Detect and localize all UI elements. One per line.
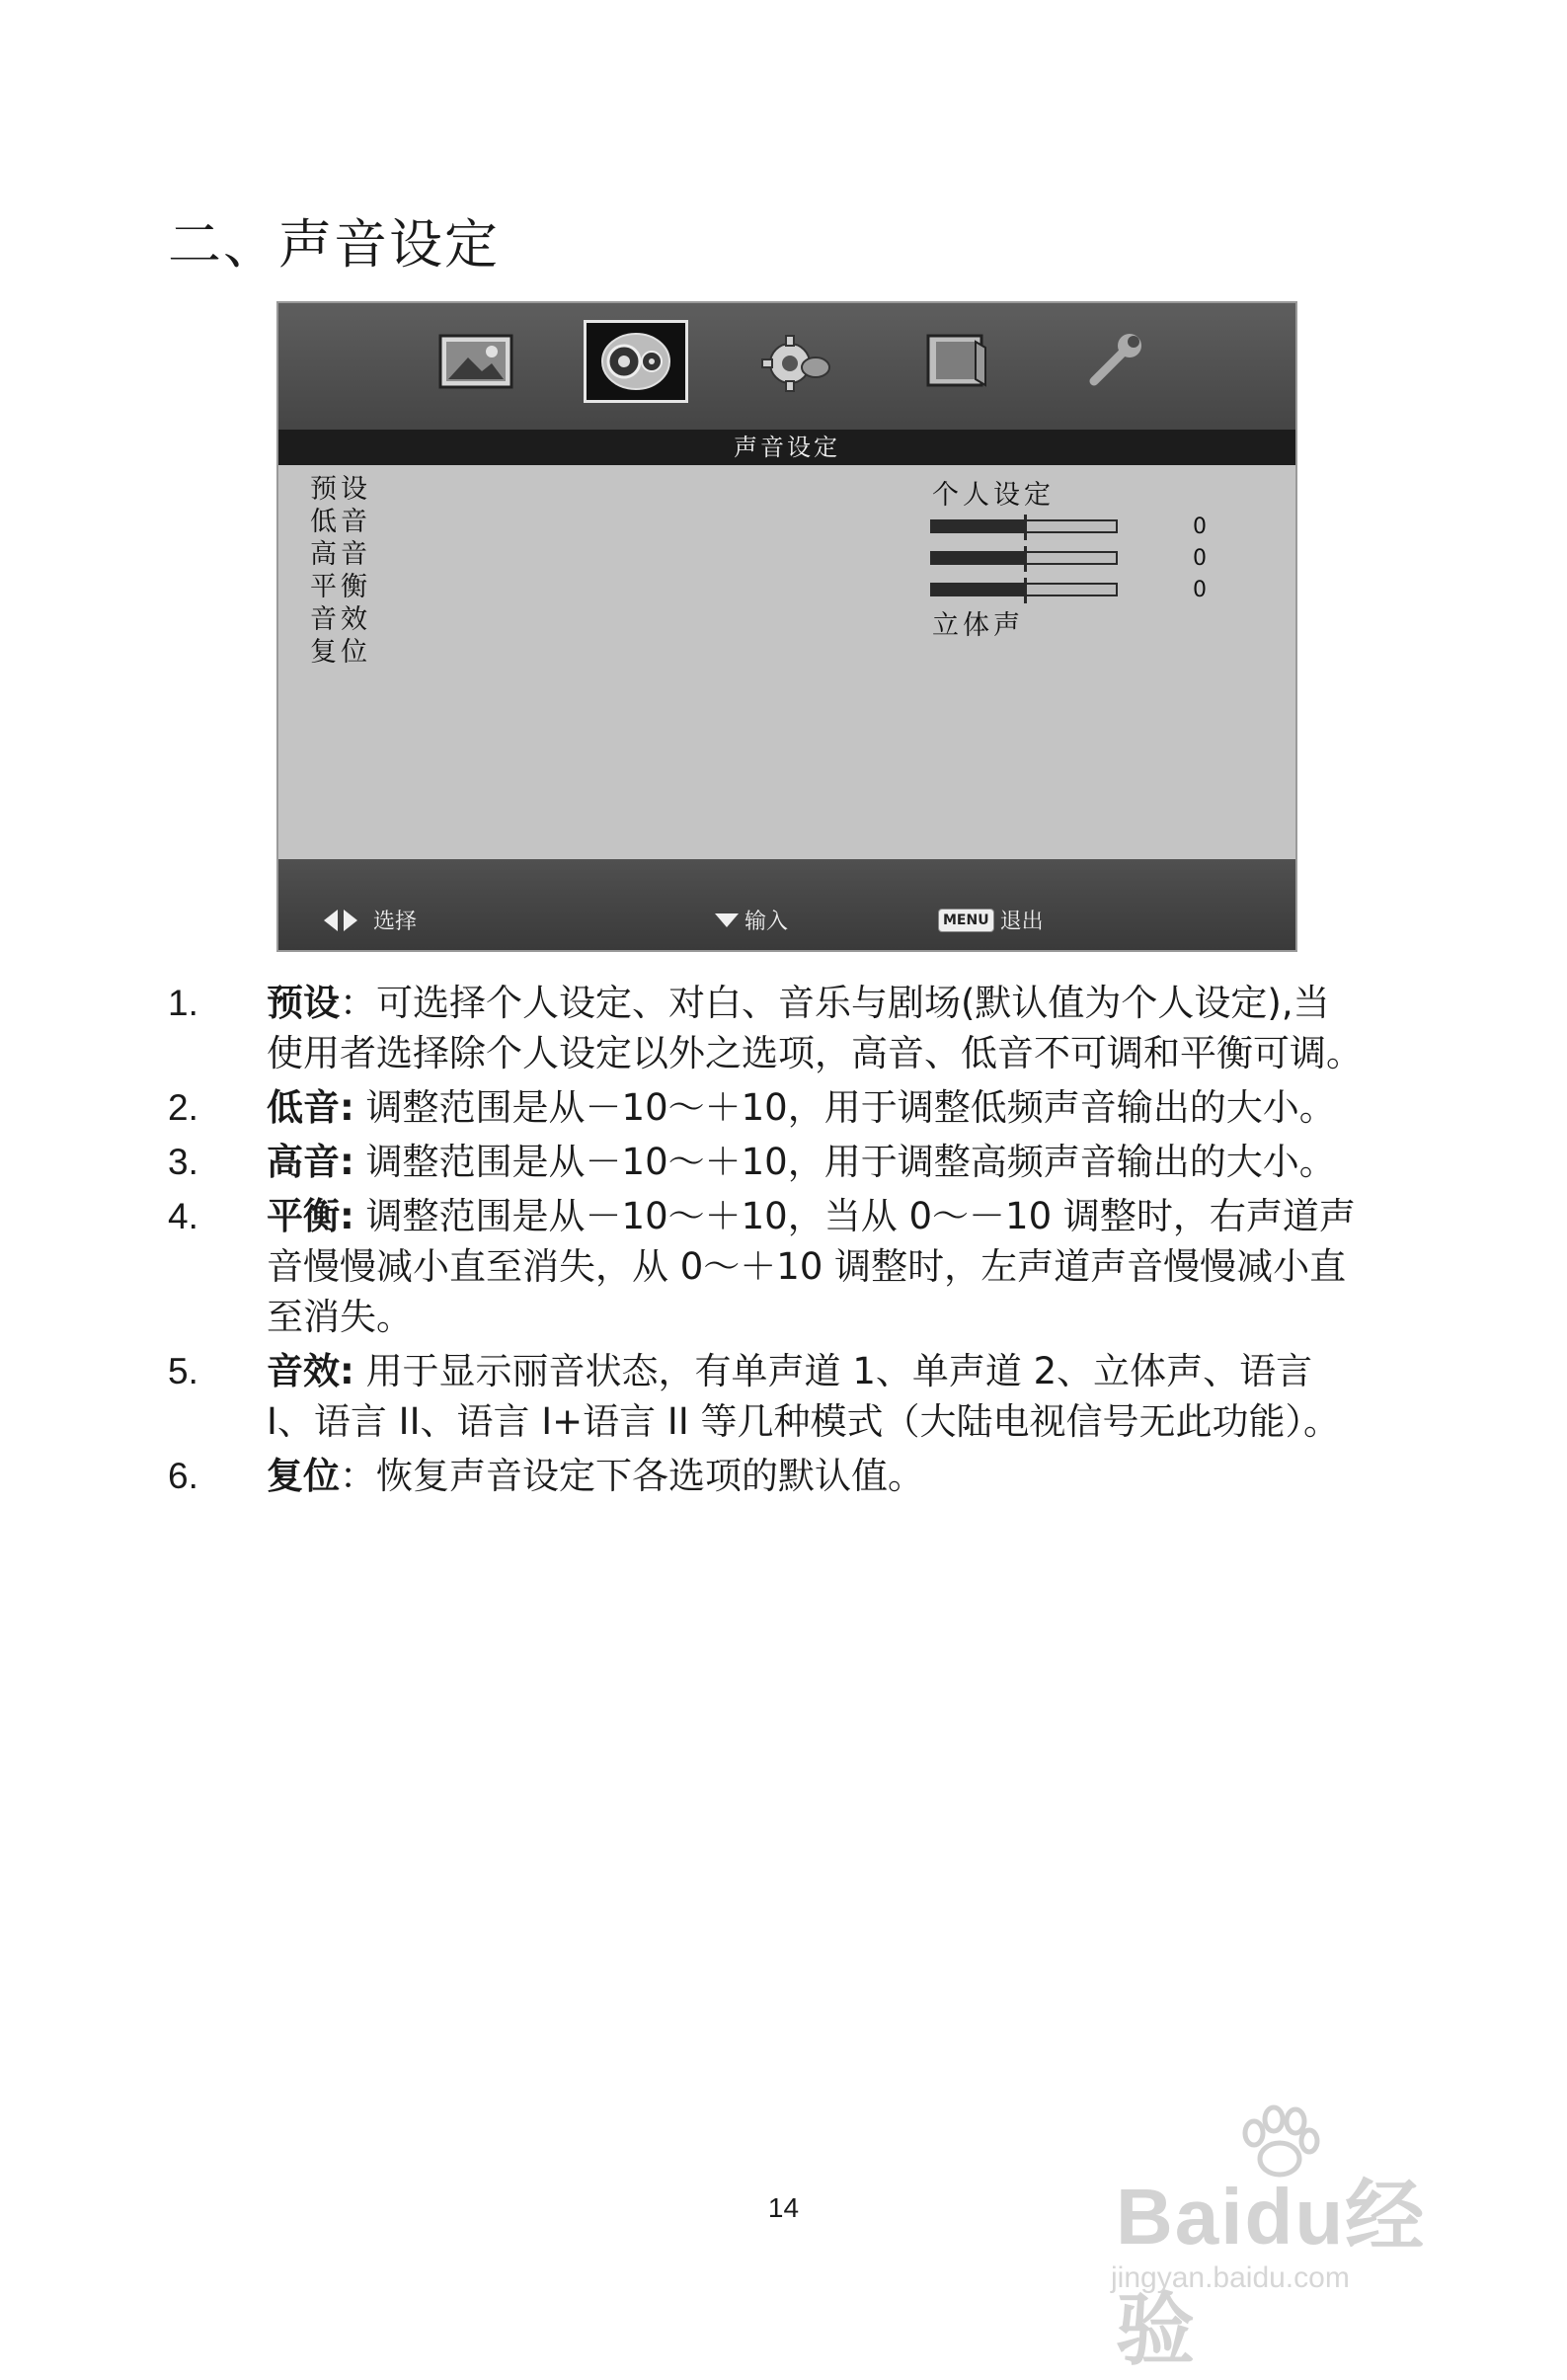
osd-menu-title: 声音设定 bbox=[278, 430, 1295, 465]
item-text: 调整范围是从－10～＋10，用于调整低频声音输出的大小。 bbox=[365, 1086, 1336, 1129]
enter-hint-label: 输入 bbox=[744, 910, 789, 934]
osd-item-preset[interactable]: 预设 bbox=[310, 474, 371, 505]
list-item bbox=[168, 1346, 1363, 1447]
item-text: 用于显示丽音状态，有单声道 1、单声道 2、立体声、语言 I、语言 II、语言 I+语言 II 等几种模式（大陆电视信号无此功能）。 bbox=[267, 1350, 1341, 1443]
exit-hint bbox=[938, 905, 1044, 935]
arrow-right-icon bbox=[344, 910, 357, 931]
item-term: 高音: bbox=[267, 1141, 354, 1183]
balance-slider[interactable] bbox=[930, 578, 1118, 603]
item-number: 1. bbox=[168, 983, 198, 1023]
item-separator bbox=[354, 1350, 366, 1392]
watermark-brand: Baidu经验 bbox=[1116, 2173, 1427, 2374]
item-term: 预设 bbox=[267, 982, 340, 1024]
treble-slider[interactable] bbox=[930, 546, 1118, 572]
item-separator bbox=[354, 1086, 366, 1129]
enter-hint bbox=[715, 905, 788, 935]
treble-value: 0 bbox=[1193, 546, 1207, 571]
balance-value: 0 bbox=[1193, 578, 1207, 602]
select-hint bbox=[324, 905, 417, 935]
list-item bbox=[168, 1082, 1363, 1133]
osd-item-reset[interactable]: 复位 bbox=[310, 637, 371, 668]
wrench-icon[interactable] bbox=[1066, 323, 1165, 400]
osd-item-bass[interactable]: 低音 bbox=[310, 507, 371, 537]
item-separator bbox=[354, 1141, 366, 1183]
osd-item-balance[interactable]: 平衡 bbox=[310, 572, 371, 602]
page-number: 14 bbox=[767, 2192, 800, 2223]
item-number: 3. bbox=[168, 1142, 198, 1182]
osd-icon-bar bbox=[278, 303, 1295, 430]
bass-slider[interactable] bbox=[930, 515, 1118, 540]
item-term: 音效: bbox=[267, 1350, 354, 1392]
select-hint-label: 选择 bbox=[373, 910, 418, 934]
item-separator: ： bbox=[340, 1455, 376, 1497]
osd-label-column bbox=[310, 473, 371, 669]
bass-value: 0 bbox=[1193, 515, 1207, 539]
settings-gear-icon[interactable] bbox=[746, 323, 845, 400]
list-item bbox=[168, 1191, 1363, 1342]
sound-icon[interactable] bbox=[587, 323, 685, 400]
item-separator: ： bbox=[340, 982, 376, 1024]
item-number: 2. bbox=[168, 1087, 198, 1128]
item-term: 平衡: bbox=[267, 1195, 354, 1237]
item-text: 调整范围是从－10～＋10，当从 0～－10 调整时，右声道声音慢慢减小直至消失，从 0～＋10 调整时，左声道声音慢慢减小直至消失。 bbox=[267, 1195, 1356, 1338]
item-term: 复位 bbox=[267, 1455, 340, 1497]
page-title: 二、声音设定 bbox=[168, 213, 500, 276]
item-text: 调整范围是从－10～＋10，用于调整高频声音输出的大小。 bbox=[365, 1141, 1336, 1183]
list-item bbox=[168, 1451, 1363, 1501]
arrow-left-icon bbox=[324, 910, 338, 931]
exit-hint-label: 退出 bbox=[999, 910, 1044, 934]
item-number: 5. bbox=[168, 1351, 198, 1391]
osd-item-treble[interactable]: 高音 bbox=[310, 539, 371, 570]
description-list bbox=[168, 978, 1363, 1505]
watermark-url: jingyan.baidu.com bbox=[1111, 2261, 1350, 2294]
osd-item-effect[interactable]: 音效 bbox=[310, 604, 371, 635]
preset-value: 个人设定 bbox=[932, 480, 1055, 511]
item-text: 可选择个人设定、对白、音乐与剧场(默认值为个人设定),当使用者选择除个人设定以外之选项，高音、低音不可调和平衡可调。 bbox=[267, 982, 1363, 1074]
item-text: 恢复声音设定下各选项的默认值。 bbox=[376, 1455, 924, 1497]
arrow-down-icon bbox=[715, 913, 739, 927]
baidu-watermark bbox=[1106, 2103, 1501, 2374]
menu-key-icon: MENU bbox=[938, 909, 994, 932]
list-item bbox=[168, 978, 1363, 1078]
list-item bbox=[168, 1137, 1363, 1187]
screen-icon[interactable] bbox=[906, 323, 1005, 400]
item-number: 6. bbox=[168, 1456, 198, 1496]
osd-hint-bar bbox=[278, 859, 1295, 950]
item-separator bbox=[354, 1195, 366, 1237]
sound-settings-osd bbox=[278, 303, 1295, 950]
item-number: 4. bbox=[168, 1196, 198, 1236]
effect-value: 立体声 bbox=[932, 610, 1024, 641]
item-term: 低音: bbox=[267, 1086, 354, 1129]
picture-icon[interactable] bbox=[427, 323, 525, 400]
